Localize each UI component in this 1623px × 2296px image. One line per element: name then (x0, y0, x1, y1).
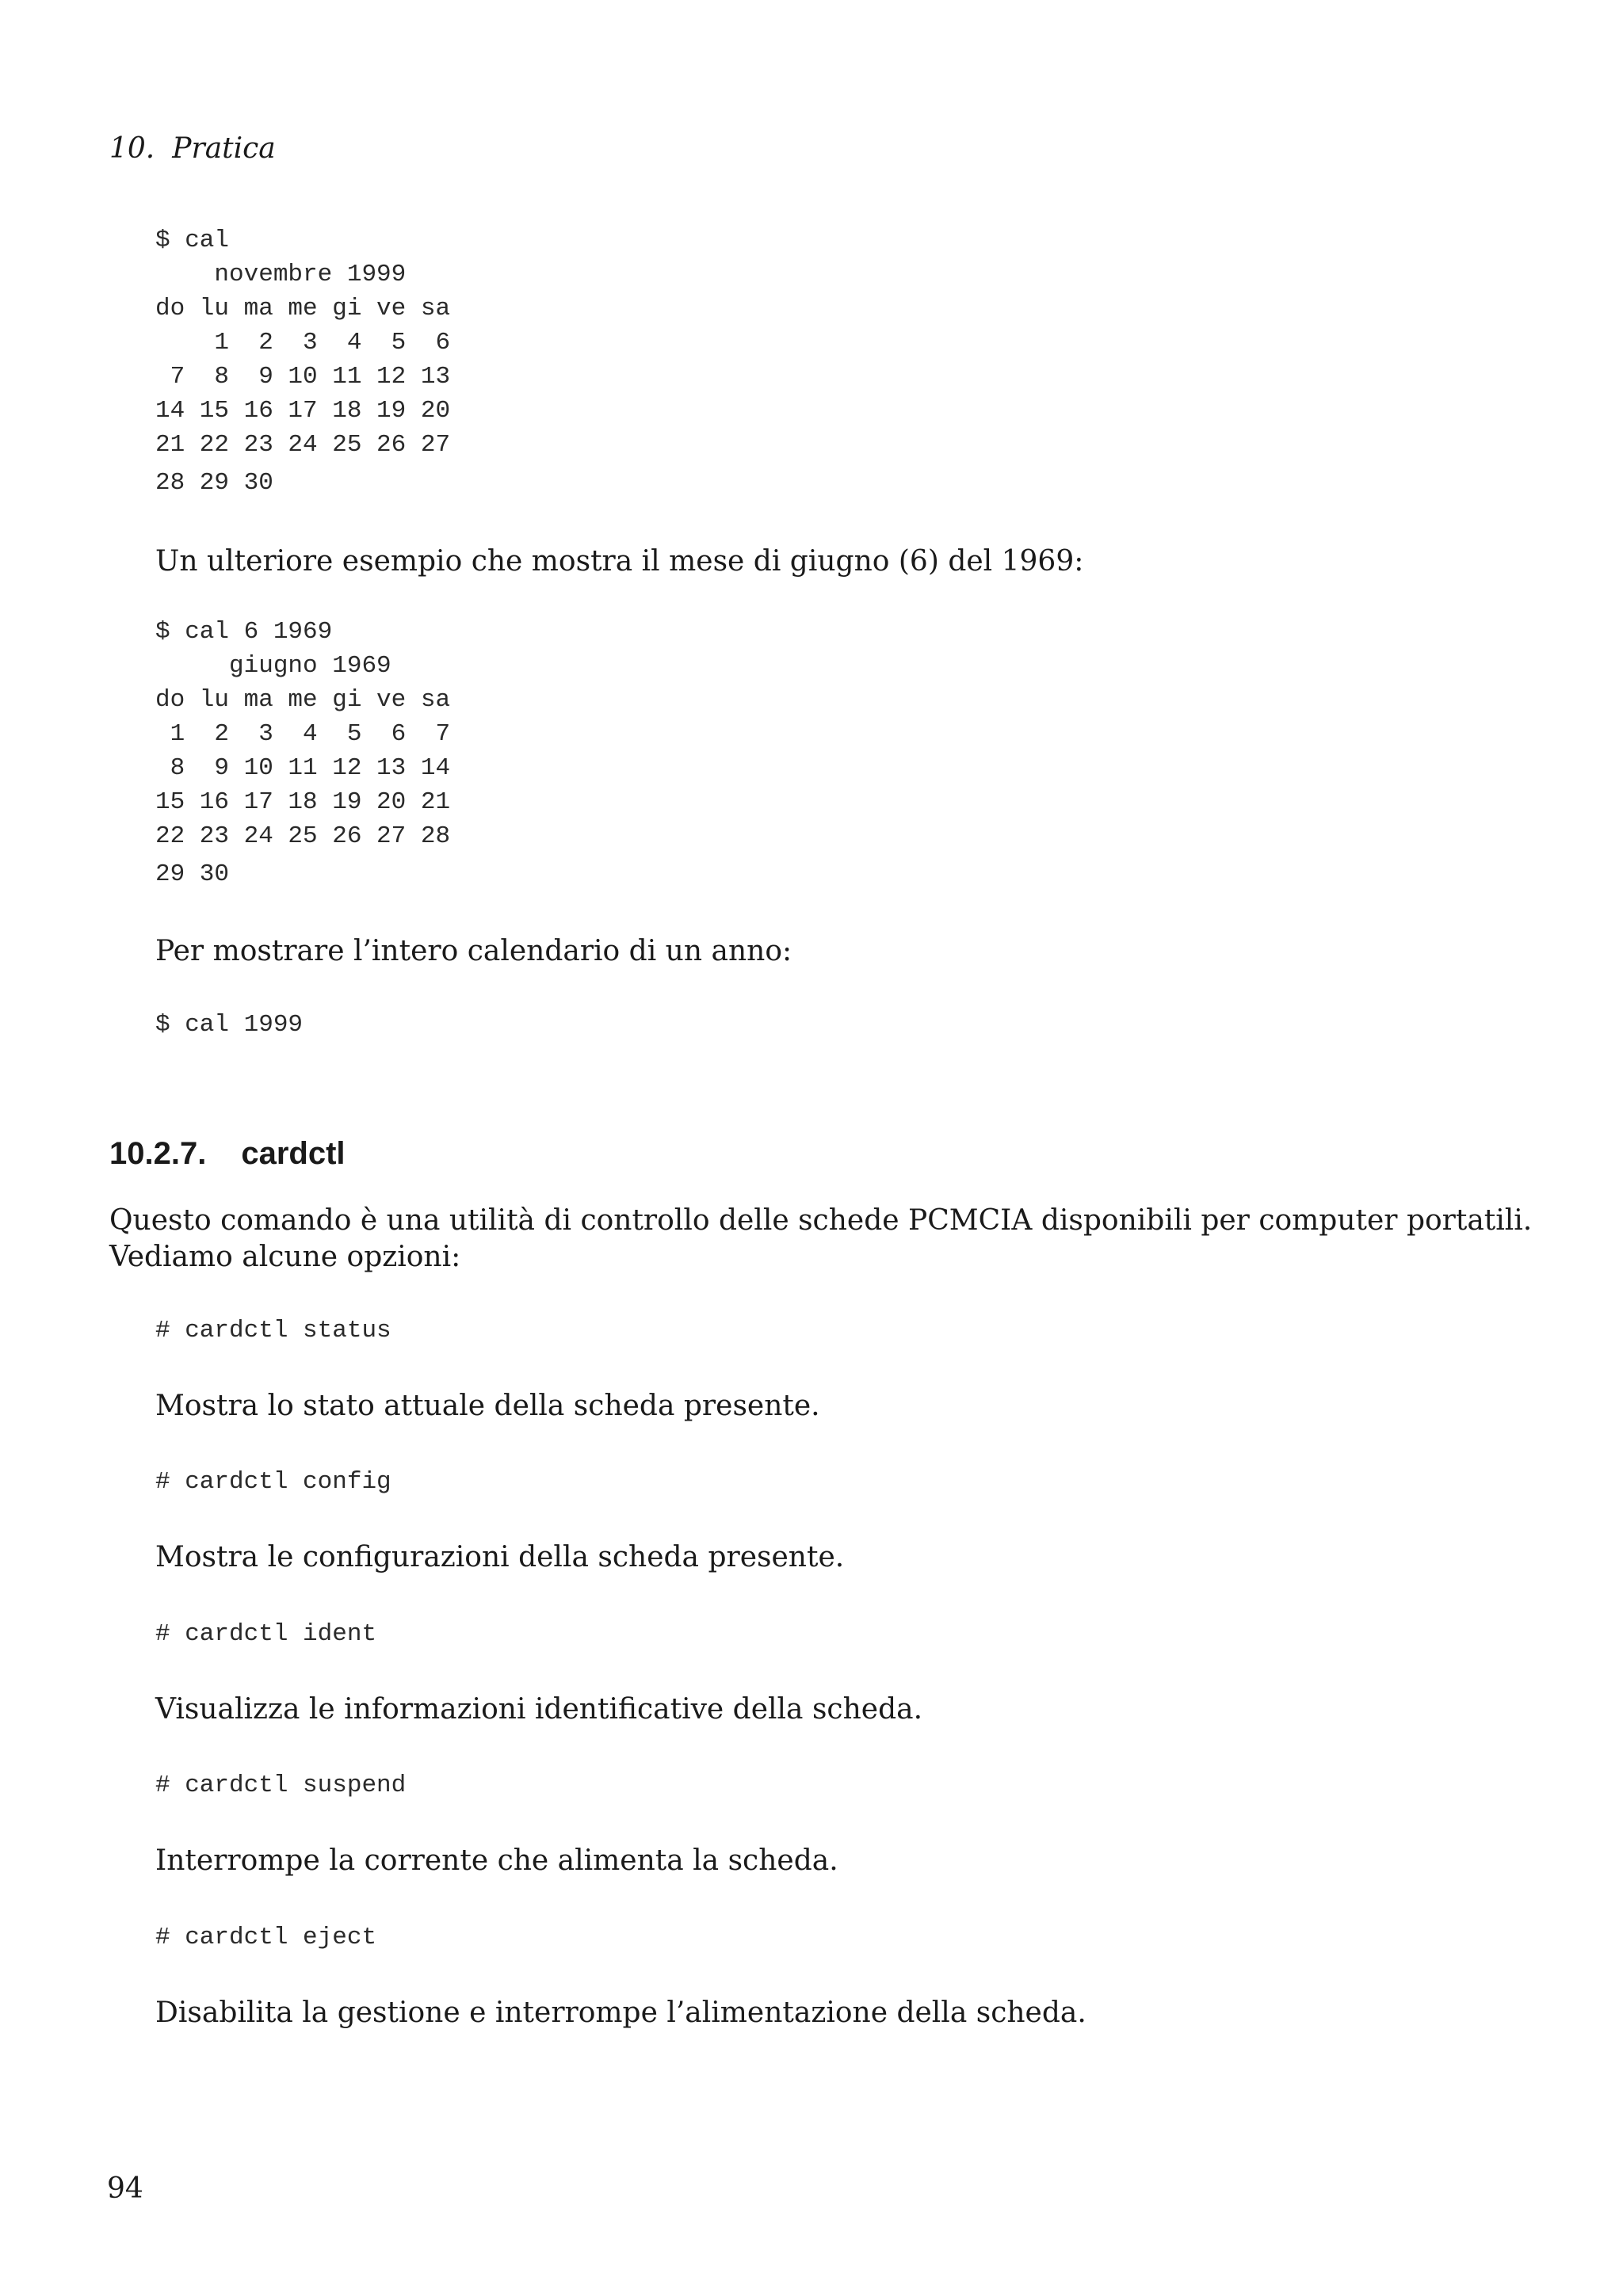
chapter-number: 10. (109, 132, 155, 165)
code-line: giugno 1969 (155, 652, 391, 680)
paragraph-june-example: Un ulteriore esempio che mostra il mese di giugno (6) del 1969: (155, 545, 1084, 578)
code-line: $ cal 6 1969 (155, 618, 333, 646)
code-block-cal-nov-1999 (155, 223, 450, 500)
code-line: # cardctl status (155, 1317, 391, 1344)
code-line: 28 29 30 (155, 469, 273, 497)
code-line: $ cal 1999 (155, 1011, 304, 1039)
code-line: 1 2 3 4 5 6 (155, 329, 451, 357)
code-line: novembre 1999 (155, 261, 407, 288)
page-number: 94 (107, 2172, 143, 2205)
intro-line: Questo comando è una utilità di controllo delle schede PCMCIA disponibili per computer portatili. (109, 1204, 1533, 1237)
code-line: do lu ma me gi ve sa (155, 295, 451, 322)
paragraph-cardctl-ident-desc: Visualizza le informazioni identificative della scheda. (155, 1693, 923, 1726)
code-line: # cardctl suspend (155, 1772, 407, 1799)
code-block-cardctl-suspend (155, 1768, 406, 1802)
code-line: 15 16 17 18 19 20 21 (155, 788, 451, 816)
paragraph-cardctl-status-desc: Mostra lo stato attuale della scheda presente. (155, 1390, 820, 1422)
intro-line: Vediamo alcune opzioni: (109, 1241, 461, 1273)
code-block-cardctl-config (155, 1465, 391, 1499)
code-line: 1 2 3 4 5 6 7 (155, 720, 451, 748)
paragraph-cardctl-eject-desc: Disabilita la gestione e interrompe l’alimentazione della scheda. (155, 1997, 1086, 2029)
code-line: # cardctl ident (155, 1620, 377, 1648)
code-line: # cardctl config (155, 1468, 391, 1496)
code-block-cal-1999 (155, 1008, 303, 1042)
paragraph-cardctl-intro (109, 1203, 1532, 1276)
section-title: cardctl (241, 1136, 346, 1171)
running-head (109, 132, 276, 166)
code-block-cardctl-eject (155, 1920, 376, 1955)
code-line: 8 9 10 11 12 13 14 (155, 754, 451, 782)
code-line: do lu ma me gi ve sa (155, 686, 451, 714)
code-line: 29 30 (155, 860, 230, 888)
code-line: 7 8 9 10 11 12 13 (155, 363, 451, 391)
code-block-cardctl-ident (155, 1617, 376, 1651)
code-line: 21 22 23 24 25 26 27 (155, 431, 451, 459)
paragraph-cardctl-config-desc: Mostra le configurazioni della scheda presente. (155, 1541, 845, 1573)
code-line: 14 15 16 17 18 19 20 (155, 397, 451, 425)
code-line: # cardctl eject (155, 1924, 377, 1951)
code-line: $ cal (155, 227, 230, 254)
paragraph-cardctl-suspend-desc: Interrompe la corrente che alimenta la scheda. (155, 1844, 838, 1877)
code-block-cal-jun-1969 (155, 615, 450, 891)
code-line: 22 23 24 25 26 27 28 (155, 822, 451, 850)
section-heading (109, 1133, 346, 1174)
section-number: 10.2.7. (109, 1136, 207, 1171)
paragraph-year-example: Per mostrare l’intero calendario di un anno: (155, 935, 792, 967)
chapter-title: Pratica (172, 132, 276, 165)
code-block-cardctl-status (155, 1314, 391, 1348)
